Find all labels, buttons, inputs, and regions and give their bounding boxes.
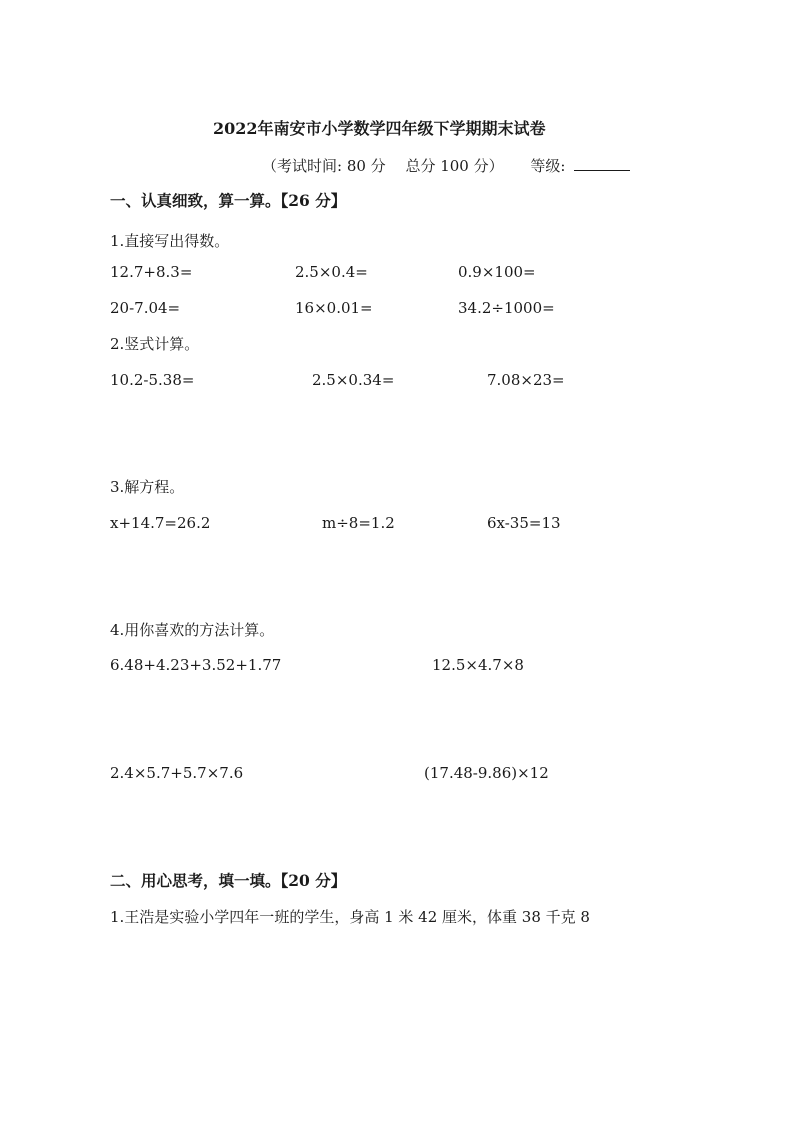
q2-item: 2.5×0.34= (312, 371, 395, 389)
q3-item: x+14.7=26.2 (110, 514, 211, 532)
q4-item: (17.48-9.86)×12 (424, 764, 549, 782)
q4-item: 12.5×4.7×8 (432, 656, 524, 674)
q1-item: 16×0.01= (295, 299, 373, 317)
q2-item: 10.2-5.38= (110, 371, 195, 389)
q1-item: 34.2÷1000= (458, 299, 555, 317)
q1-item: 20-7.04= (110, 299, 181, 317)
q1-item: 2.5×0.4= (295, 263, 368, 281)
exam-info (262, 156, 630, 176)
q2-item: 7.08×23= (487, 371, 565, 389)
section2-heading: 二、用心思考，填一填。【20 分】 (110, 871, 347, 890)
q4-item: 6.48+4.23+3.52+1.77 (110, 656, 282, 674)
q1-item: 12.7+8.3= (110, 263, 193, 281)
section2-q1: 1.王浩是实验小学四年一班的学生，身高 1 米 42 厘米，体重 38 千克 8 (110, 908, 590, 926)
q3-item: 6x-35=13 (487, 514, 561, 532)
q1-label: 1.直接写出得数。 (110, 232, 230, 250)
q4-item: 2.4×5.7+5.7×7.6 (110, 764, 244, 782)
q3-item: m÷8=1.2 (322, 514, 395, 532)
grade-label: 等级: (530, 157, 566, 175)
exam-title: 2022年南安市小学数学四年级下学期期末试卷 (213, 119, 546, 138)
q1-item: 0.9×100= (458, 263, 536, 281)
q4-label: 4.用你喜欢的方法计算。 (110, 621, 275, 639)
q3-label: 3.解方程。 (110, 478, 185, 496)
exam-time-total: （考试时间: 80 分 总分 100 分） (262, 157, 504, 175)
grade-blank (574, 156, 630, 171)
q2-label: 2.竖式计算。 (110, 335, 200, 353)
section1-heading: 一、认真细致，算一算。【26 分】 (110, 191, 347, 210)
